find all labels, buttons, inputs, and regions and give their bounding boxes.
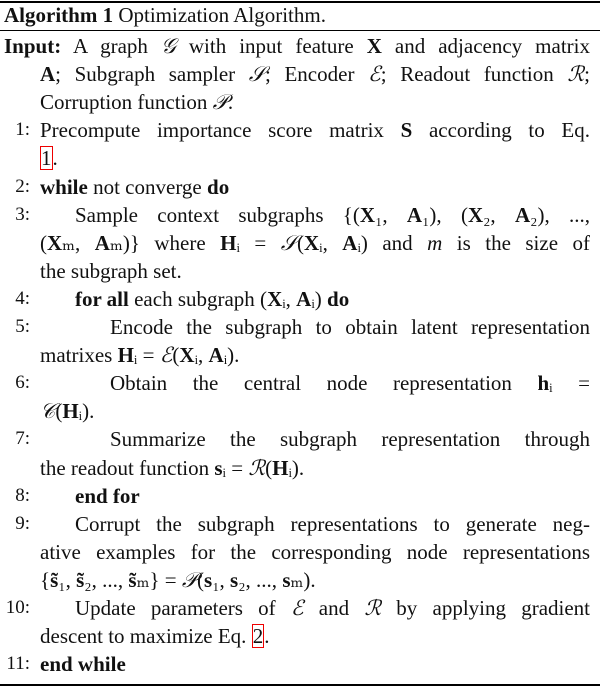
line-text: Obtain the central node representation [110, 371, 538, 396]
line-text: ℰ [159, 343, 173, 368]
algorithm-line [40, 88, 590, 116]
algorithm-line [40, 566, 590, 594]
bold-text: s̃ [50, 567, 59, 592]
bold-text: H [272, 455, 289, 480]
line-text: the readout function [40, 455, 215, 480]
algorithm-line [40, 397, 590, 425]
algorithm-title: Optimization Algorithm. [113, 3, 326, 27]
bold-text: while [40, 174, 88, 199]
line-text: 𝒫 [212, 90, 228, 115]
line-text: the subgraph set. [40, 258, 182, 283]
algorithm-line [40, 257, 590, 285]
line-text: each subgraph ( [128, 286, 268, 311]
line-text: ( [40, 230, 47, 255]
bold-text: s [214, 455, 223, 480]
line-text: ᵢ). [288, 455, 305, 480]
line-text: and [303, 596, 365, 620]
line-text: Update parameters of [75, 596, 291, 620]
line-text: ₘ)} where [109, 230, 221, 255]
line-text: ative examples for the corresponding node representations [40, 539, 590, 564]
bold-text: A [296, 286, 312, 311]
line-number: 5: [15, 316, 30, 337]
line-text: ℛ [364, 596, 382, 620]
line-text: ₁, [375, 202, 407, 227]
line-text: ᵢ) and [357, 230, 428, 255]
line-text: ₂, [483, 202, 515, 227]
line-text: Corruption function [40, 90, 213, 115]
line-text: ₁, [58, 567, 77, 592]
bold-text: X [467, 202, 484, 227]
line-text: ᵢ) [311, 286, 328, 311]
line-text: Encode the subgraph to obtain latent representation [110, 315, 590, 339]
line-text: with input feature [175, 34, 367, 58]
line-text: ᵢ, [282, 286, 297, 311]
algorithm-line [40, 650, 590, 678]
line-text: ₁, [212, 567, 231, 592]
line-text: not converge [87, 174, 208, 199]
line-text: ᵢ = [133, 343, 160, 368]
bold-text: H [62, 399, 79, 424]
line-number: 10: [5, 597, 30, 618]
line-text: ( [172, 343, 180, 368]
line-text: 𝒢 [160, 34, 176, 58]
line-text: ᵢ, [194, 343, 209, 368]
bold-text: s [204, 567, 213, 592]
bold-text: A [94, 230, 110, 255]
algorithm-line [75, 201, 590, 229]
bold-text: A [406, 202, 423, 227]
line-text: ᵢ = [222, 455, 249, 480]
algorithm-line [40, 454, 590, 482]
line-text: m [427, 230, 443, 255]
line-text: ( [55, 399, 63, 424]
line-text: ( [265, 455, 273, 480]
bold-text: A [40, 62, 56, 87]
line-text: ( [197, 567, 205, 592]
line-text: . [52, 146, 58, 171]
bold-text: s [282, 567, 291, 592]
line-text: ₘ} = [136, 567, 182, 592]
line-text: by applying gradient [381, 596, 591, 620]
line-text: Sample context subgraphs {( [75, 202, 360, 227]
bold-text: X [303, 230, 320, 255]
line-number: 4: [15, 287, 30, 309]
line-text: ₂), ..., [530, 202, 590, 227]
algorithm-line [75, 594, 590, 622]
bold-text: X [47, 230, 63, 255]
line-text: ℛ [248, 455, 266, 480]
algorithm-line [75, 482, 590, 510]
algorithm-line [110, 313, 590, 341]
line-number: 1: [15, 119, 30, 141]
bold-text: s̃ [76, 567, 85, 592]
line-text: and adjacency matrix [381, 34, 590, 58]
line-text: 𝒮 [280, 230, 297, 255]
bold-text: X [179, 343, 195, 368]
line-number: 9: [15, 512, 30, 534]
algorithm-line [110, 425, 590, 453]
bold-text: for all [75, 286, 129, 311]
line-text: ( [296, 230, 304, 255]
algorithm-line [40, 144, 590, 172]
bold-text: do [327, 286, 350, 311]
line-text: ℰ [368, 62, 381, 87]
algorithm-line [40, 341, 590, 369]
line-text: 𝒫 [181, 567, 198, 592]
line-number: 7: [15, 428, 30, 450]
line-text: ₘ, [62, 230, 95, 255]
line-text: descent to maximize Eq. [40, 624, 252, 649]
line-text: ; Readout function [380, 62, 568, 87]
line-text: is the size of [442, 230, 590, 255]
algorithm-line [40, 116, 590, 144]
line-text: ₂, ..., [238, 567, 283, 592]
algorithm-line [75, 510, 590, 538]
bold-text: A [342, 230, 358, 255]
line-text: ₁), ( [422, 202, 468, 227]
line-number: 8: [15, 484, 30, 506]
bold-text: S [400, 118, 413, 143]
line-text: ᵢ). [78, 399, 95, 424]
line-text: 𝒞 [40, 399, 56, 424]
bold-text: h [537, 371, 550, 396]
bold-text: s [230, 567, 239, 592]
line-number: 2: [15, 175, 30, 197]
equation-reference-link[interactable]: 2 [252, 624, 264, 649]
line-text: according to Eq. [412, 118, 591, 143]
line-number: 6: [15, 372, 30, 394]
algorithm-line [40, 60, 590, 88]
caption-rule [0, 30, 600, 31]
line-number: 11: [6, 653, 30, 675]
line-text: ᵢ). [223, 343, 240, 368]
bold-text: H [117, 343, 134, 368]
bold-text: end for [75, 483, 140, 508]
line-text: ₂, ..., [84, 567, 129, 592]
line-text: ; Subgraph sampler [55, 62, 249, 87]
bold-text: A [514, 202, 531, 227]
line-text: . [227, 90, 234, 115]
bold-text: A [208, 343, 224, 368]
line-text: matrixes [40, 343, 118, 368]
line-number: 3: [15, 203, 30, 225]
bold-text: do [207, 174, 230, 199]
line-text: Summarize the subgraph representation through [110, 427, 590, 452]
algorithm-line [40, 622, 590, 650]
algorithm-line [40, 229, 590, 257]
equation-reference-link[interactable]: 1 [41, 146, 52, 171]
bold-text: X [359, 202, 376, 227]
algorithm-line [110, 369, 590, 397]
line-text: 𝒮 [248, 62, 266, 87]
bold-text: H [220, 230, 237, 255]
bold-text: Input: [4, 34, 62, 58]
line-text: ₘ). [290, 567, 316, 592]
algorithm-line [4, 32, 590, 60]
bold-text: X [366, 34, 382, 58]
bold-text: end while [40, 652, 126, 677]
line-text: ᵢ = [549, 371, 591, 396]
line-text: A graph [61, 34, 161, 58]
bold-text: X [267, 286, 283, 311]
line-text: . [264, 624, 270, 649]
line-text: ; Encoder [265, 62, 369, 87]
line-text: ℛ [567, 62, 585, 87]
line-text: ℰ [290, 596, 304, 620]
bottom-rule [0, 684, 600, 686]
line-text: Precompute importance score matrix [40, 118, 401, 143]
line-text: { [40, 567, 51, 592]
line-text: ; [584, 62, 590, 87]
algorithm-line [40, 173, 590, 201]
line-text: ᵢ = [236, 230, 281, 255]
algorithm-line [75, 285, 590, 313]
algorithm-line [40, 538, 590, 566]
algorithm-label: Algorithm 1 [4, 3, 114, 27]
algorithm-caption [4, 1, 326, 29]
line-text: Corrupt the subgraph representations to generate neg- [75, 511, 590, 536]
line-text: ᵢ, [319, 230, 343, 255]
bold-text: s̃ [128, 567, 137, 592]
